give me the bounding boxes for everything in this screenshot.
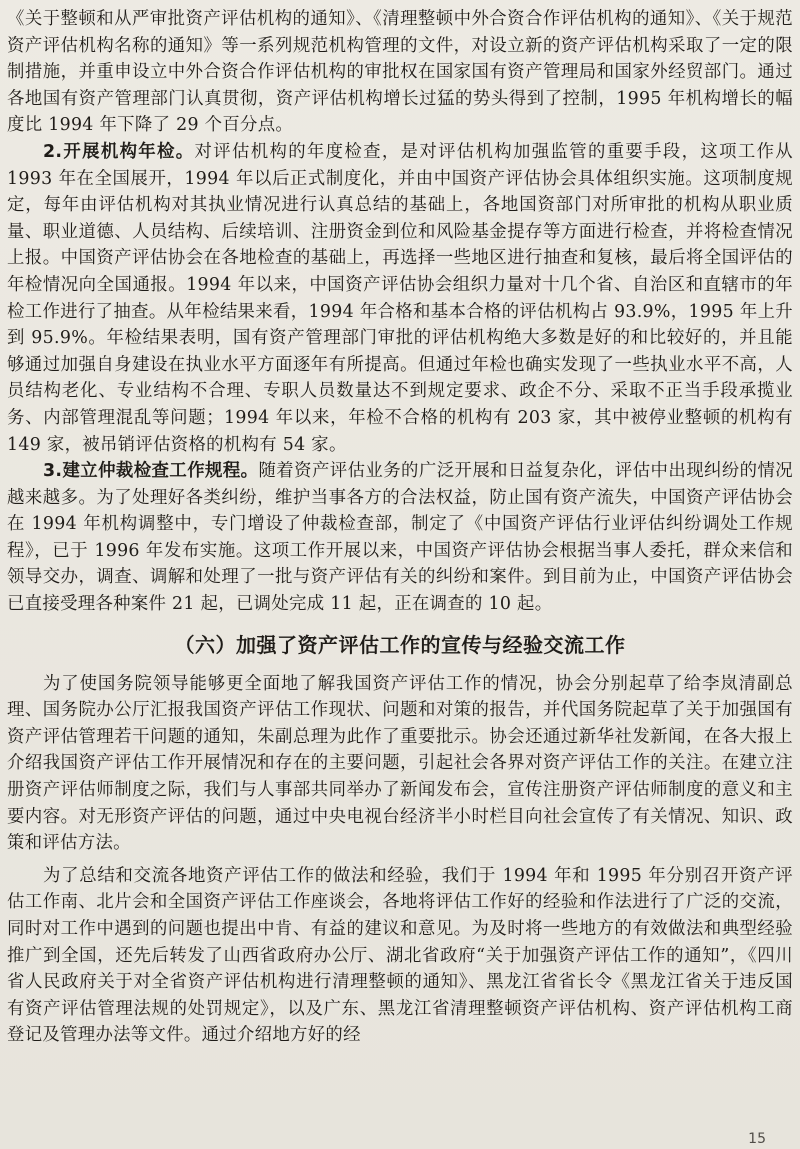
item-paragraph-arbitration xyxy=(7,458,793,618)
item-text: 对评估机构的年度检查，是对评估机构加强监管的重要手段，这项工作从 1993 年在全国展开，1994 年以后正式制度化，并由中国资产评估协会具体组织实施。这项制度规定，每年由评估机构对其执业情况进行认真总结的基础上，各地国资部门对所审批的机构从职业质量、职业道德、人员结构、后续培训、注册资金到位和风险基金提存等方面进行检查，并将检查情况上报。中国资产评估协会在各地检查的基础上，再选择一些地区进行抽查和复核，最后将全国评估的年检情况向全国通报。1994 年以来，中国资产评估协会组织力量对十几个省、自治区和直辖市的年检工作进行了抽查。从年检结果来看，1994 年合格和基本合格的评估机构占 93.9%，1995 年上升到 95.9%。年检结果表明，国有资产管理部门审批的评估机构绝大多数是好的和比较好的，并且能够通过加强自身建设在执业水平方面逐年有所提高。但通过年检也确实发现了一些执业水平不高，人员结构老化、专业结构不合理、专职人员数量达不到规定要求、政企不分、采取不正当手段承揽业务、内部管理混乱等问题；1994 年以来，年检不合格的机构有 203 家，其中被停业整顿的机构有 149 家，被吊销评估资格的机构有 54 家。 xyxy=(7,141,793,455)
item-number: 2. xyxy=(43,141,63,162)
item-number: 3. xyxy=(43,461,63,482)
item-text: 随着资产评估业务的广泛开展和日益复杂化，评估中出现纠纷的情况越来越多。为了处理好各类纠纷，维护当事各方的合法权益，防止国有资产流失，中国资产评估协会在 1994 年机构调整中，专门增设了仲裁检查部，制定了《中国资产评估行业评估纠纷调处工作规程》，已于 1996 年发布实施。这项工作开展以来，中国资产评估协会根据当事人委托，群众来信和领导交办，调查、调解和处理了一批与资产评估有关的纠纷和案件。到目前为止，中国资产评估协会已直接受理各种案件 21 起，已调处完成 11 起，正在调查的 10 起。 xyxy=(7,461,793,615)
section-heading: （六）加强了资产评估工作的宣传与经验交流工作 xyxy=(174,632,626,657)
item-paragraph-annual-inspection xyxy=(7,139,793,458)
item-title: 建立仲裁检查工作规程。 xyxy=(62,461,259,482)
body-paragraph-experience-exchange: 为了总结和交流各地资产评估工作的做法和经验，我们于 1994 年和 1995 年分别召开资产评估工作南、北片会和全国资产评估工作座谈会，各地将评估工作好的经验和作法进行了广泛的交流，同时对工作中遇到的问题也提出中肯、有益的建议和意见。为及时将一些地方的有效做法和典型经验推广到全国，还先后转发了山西省政府办公厅、湖北省政府“关于加强资产评估工作的通知”，《四川省人民政府关于对全省资产评估机构进行清理整顿的通知》、黑龙江省省长令《黑龙江省关于违反国有资产评估管理法规的处罚规定》，以及广东、黑龙江省清理整顿资产评估机构、资产评估机构工商登记及管理办法等文件。通过介绍地方好的经 xyxy=(7,865,793,1046)
page-content xyxy=(7,6,793,1049)
body-paragraph-publicity: 为了使国务院领导能够更全面地了解我国资产评估工作的情况，协会分别起草了给李岚清副总理、国务院办公厅汇报我国资产评估工作现状、问题和对策的报告，并代国务院起草了关于加强国有资产评估管理若干问题的通知，朱副总理为此作了重要批示。协会还通过新华社发新闻，在各大报上介绍我国资产评估工作开展情况和存在的主要问题，引起社会各界对资产评估工作的关注。在建立注册资产评估师制度之际，我们与人事部共同举办了新闻发布会，宣传注册资产评估师制度的意义和主要内容。对无形资产评估的问题，通过中央电视台经济半小时栏目向社会宣传了有关情况、知识、政策和评估方法。 xyxy=(7,673,793,854)
item-title: 开展机构年检。 xyxy=(62,141,195,162)
page-number: 15 xyxy=(748,1131,766,1147)
continuation-paragraph: 《关于整顿和从严审批资产评估机构的通知》、《清理整顿中外合资合作评估机构的通知》、《关于规范资产评估机构名称的通知》等一系列规范机构管理的文件，对设立新的资产评估机构采取了一定的限制措施，并重申设立中外合资合作评估机构的审批权在国家国有资产管理局和国家外经贸部门。通过各地国有资产管理部门认真贯彻，资产评估机构增长过猛的势头得到了控制，1995 年机构增长的幅度比 1994 年下降了 29 个百分点。 xyxy=(7,9,793,136)
